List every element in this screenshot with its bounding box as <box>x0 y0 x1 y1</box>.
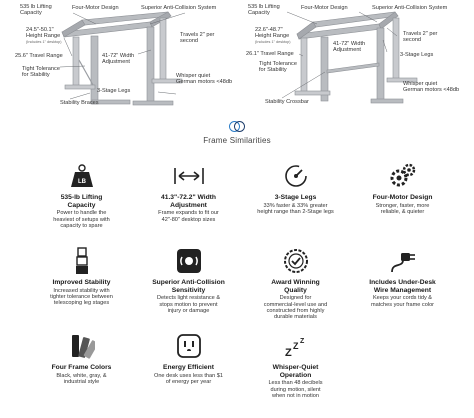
feature-description-line: of energy per year <box>165 379 212 385</box>
feature-title <box>349 279 456 294</box>
feature-description <box>28 288 135 307</box>
feature-description <box>242 380 349 399</box>
callout-text: 24.5"-50.1" <box>26 27 54 33</box>
callout-stability-crossbar: Stability Crossbar <box>265 99 309 105</box>
svg-text:Z: Z <box>299 338 304 345</box>
callout-travel-speed <box>180 32 214 45</box>
feature-title-line: Whisper-Quiet <box>272 364 319 371</box>
svg-text:Z: Z <box>284 347 292 358</box>
feature-card <box>349 247 456 332</box>
callout-subtext: (Includes 1" desktop) <box>26 39 62 44</box>
feature-title <box>242 279 349 294</box>
cord-plug-icon <box>349 247 456 275</box>
feature-description-line: during motion, silent <box>270 386 321 393</box>
callout-height-range <box>255 27 291 44</box>
callout-text: Whisper quiet <box>176 73 211 79</box>
feature-card <box>242 247 349 332</box>
feature-description <box>28 210 135 229</box>
callout-stability-braces: Stability Braces <box>60 100 99 106</box>
svg-text:LB: LB <box>77 179 86 185</box>
feature-card <box>135 162 242 247</box>
callout-travel-range: 26.1" Travel Range <box>246 51 294 57</box>
feature-description-line: when not in motion <box>272 393 319 399</box>
callout-text: for Stability <box>22 72 50 79</box>
feature-description-line: Frame expands to fit our <box>158 210 219 217</box>
feature-description-line: Stronger, faster, more <box>375 202 430 209</box>
feature-title-line: Sensitivity <box>171 286 206 294</box>
callout-width-adjustment <box>333 41 365 54</box>
feature-title <box>135 194 242 209</box>
feature-title <box>135 279 242 294</box>
feature-description-line: Detects light resistance & <box>156 295 221 302</box>
section-header <box>0 121 474 145</box>
callout-text: 22.6"-48.7" <box>255 27 283 33</box>
feature-title-line: 3-Stage Legs <box>274 194 317 201</box>
feature-description <box>242 203 349 216</box>
feature-title-line: Operation <box>279 371 312 379</box>
callout-text: second <box>180 38 199 45</box>
callout-text: for Stability <box>259 67 287 74</box>
feature-description <box>28 373 135 386</box>
callout-lifting-capacity <box>20 4 52 17</box>
linked-rings-icon <box>229 121 245 133</box>
callout-stage-legs: 3-Stage Legs <box>97 88 131 94</box>
callout-width-adjustment <box>102 53 134 66</box>
feature-description-line: injury or damage <box>167 308 210 314</box>
feature-description-line: commercial-level use and <box>263 301 328 308</box>
feature-description <box>349 295 456 308</box>
feature-card <box>135 332 242 417</box>
callout-text: Adjustment <box>102 59 130 66</box>
feature-title-line: Wire Management <box>373 286 432 294</box>
callout-text: Tight Tolerance <box>259 61 297 67</box>
callout-text: Travels 2" per <box>403 31 438 37</box>
feature-title-line: Adjustment <box>170 201 207 209</box>
callout-lifting-capacity <box>248 4 280 17</box>
callout-text: 535 lb Lifting <box>20 4 52 10</box>
callout-stage-legs: 3-Stage Legs <box>400 52 434 58</box>
feature-title-line: Award Winning <box>271 279 320 286</box>
features-grid <box>28 162 456 417</box>
feature-description-line: heaviest of setups with <box>53 216 110 223</box>
feature-card <box>242 162 349 247</box>
callout-text: Capacity <box>20 10 42 17</box>
feature-title-line: Includes Under-Desk <box>369 279 436 286</box>
feature-title <box>28 194 135 209</box>
feature-description-line: Keeps your cords tidy & <box>372 295 433 302</box>
feature-title-line: 535-lb Lifting <box>60 194 103 201</box>
callout-subtext: (Includes 1" desktop) <box>255 39 291 44</box>
callout-whisper-quiet <box>403 81 459 94</box>
callout-text: Whisper quiet <box>403 81 438 87</box>
callout-text: Height Range <box>255 33 290 40</box>
feature-description <box>135 295 242 314</box>
feature-title-line: 41.3"-72.2" Width <box>161 194 216 201</box>
feature-description-line: capacity to spare <box>60 223 103 229</box>
sleep-zzz-icon <box>242 332 349 360</box>
outlet-icon <box>135 332 242 360</box>
feature-description <box>135 210 242 223</box>
feature-description-line: height range than 2-Stage legs <box>257 209 334 215</box>
feature-card <box>28 247 135 332</box>
callout-tight-tolerance <box>259 61 297 74</box>
callout-text: second <box>403 37 422 44</box>
feature-description-line: tighter tolerance between <box>50 294 113 300</box>
left-frame-diagram <box>0 0 237 112</box>
callout-whisper-quiet <box>176 73 232 86</box>
feature-description-line: Increased stability with <box>53 287 110 294</box>
feature-description <box>349 203 456 216</box>
svg-text:Z: Z <box>292 341 298 351</box>
feature-title <box>242 194 349 202</box>
callout-anti-collision: Superior Anti-Collision System <box>141 5 217 11</box>
gears-icon <box>349 162 456 190</box>
sensor-icon <box>135 247 242 275</box>
leg-stages-icon <box>28 247 135 275</box>
feature-description-line: Power to handle the <box>56 210 107 217</box>
feature-title <box>349 194 456 202</box>
callout-text: 535 lb Lifting <box>248 4 280 10</box>
feature-card <box>242 332 349 417</box>
callout-text: German motors <48db <box>403 87 460 94</box>
feature-description <box>242 295 349 321</box>
section-title: Frame Similarities <box>203 136 271 145</box>
callout-text: 41-72" Width <box>102 53 135 59</box>
feature-description-line: industrial style <box>63 379 100 385</box>
callout-text: Height Range <box>26 33 61 40</box>
feature-card <box>349 162 456 247</box>
weight-icon <box>28 162 135 190</box>
callout-four-motor: Four-Motor Design <box>72 5 119 11</box>
feature-description-line: 33% faster & 33% greater <box>263 202 328 209</box>
feature-title <box>28 364 135 372</box>
callout-four-motor: Four-Motor Design <box>301 5 348 11</box>
feature-title-line: Superior Anti-Collision <box>152 279 225 286</box>
feature-description-line: constructed from highly <box>266 308 325 314</box>
feature-title-line: Energy Efficient <box>163 364 214 371</box>
callout-text: Adjustment <box>333 47 361 54</box>
feature-title <box>135 364 242 372</box>
callout-tight-tolerance <box>22 66 60 79</box>
feature-card <box>135 247 242 332</box>
feature-title <box>242 364 349 379</box>
callout-text: Travels 2" per <box>180 32 215 38</box>
callout-text: German motors <48db <box>176 79 233 86</box>
feature-description-line: matches your frame color <box>370 301 435 308</box>
feature-title-line: Capacity <box>67 201 96 209</box>
feature-description-line: Black, white, gray, & <box>56 372 107 379</box>
feature-title-line: Quality <box>284 286 307 294</box>
feature-card <box>28 162 135 247</box>
callout-text: Capacity <box>248 10 270 17</box>
width-arrows-icon <box>135 162 242 190</box>
feature-title-line: Improved Stability <box>52 279 111 286</box>
feature-title-line: Four-Motor Design <box>372 194 433 201</box>
feature-description-line: Designed for <box>279 295 312 302</box>
feature-description-line: telescoping leg stages <box>53 300 110 307</box>
feature-description-line: durable materials <box>274 314 317 321</box>
feature-title-line: Four Frame Colors <box>51 364 112 371</box>
feature-description-line: Less than 48 decibels <box>268 380 323 387</box>
feature-description <box>135 373 242 386</box>
callout-travel-range: 25.6" Travel Range <box>15 53 63 59</box>
callout-height-range <box>26 27 62 44</box>
callout-text: 41-72" Width <box>333 41 366 47</box>
award-badge-icon <box>242 247 349 275</box>
feature-title <box>28 279 135 287</box>
callout-travel-speed <box>403 31 437 44</box>
feature-description-line: reliable, & quieter <box>380 209 425 215</box>
color-swatch-icon <box>28 332 135 360</box>
speed-gauge-icon <box>242 162 349 190</box>
callout-text: Tight Tolerance <box>22 66 60 72</box>
callout-anti-collision: Superior Anti-Collision System <box>372 5 448 11</box>
feature-card <box>28 332 135 417</box>
feature-description-line: One desk uses less than $1 <box>153 372 224 379</box>
right-frame-diagram <box>237 0 474 112</box>
feature-description-line: stops motion to prevent <box>159 301 218 308</box>
feature-description-line: 42"-80" desktop sizes <box>161 216 216 223</box>
